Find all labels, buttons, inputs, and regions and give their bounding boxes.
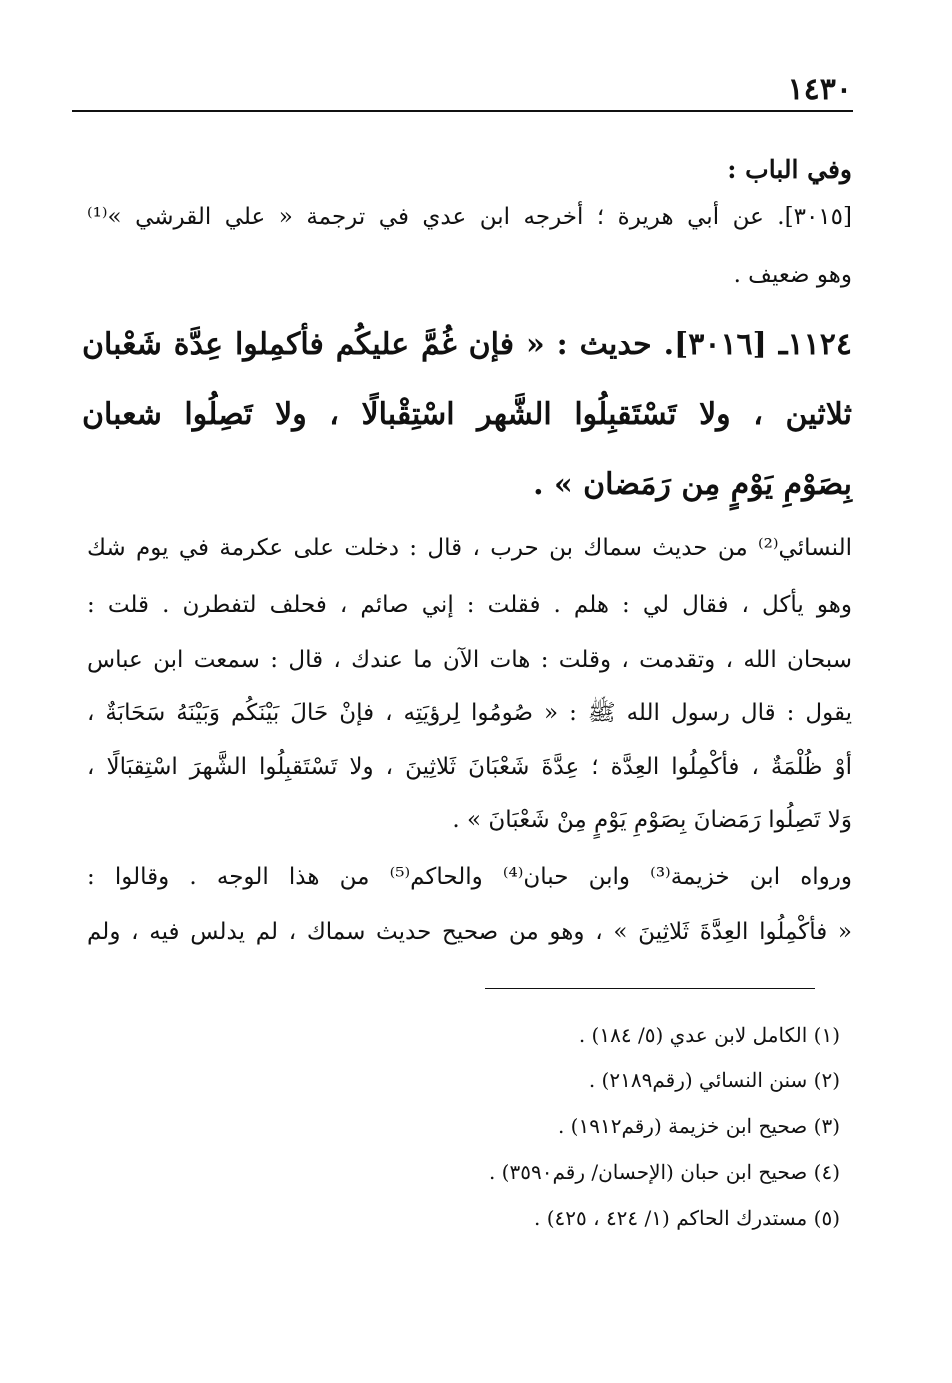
commentary-line-3: سبحان الله ، وتقدمت ، وقلت : هات الآن ما عندك ، قال : سمعت ابن عباس <box>87 647 852 673</box>
entry-3015-line-2: وهو ضعيف . <box>733 262 852 288</box>
commentary-line-4: يقول : قال رسول الله ﷺ : « صُومُوا لِرؤيَتِه ، فإنْ حَالَ بَيْنَكُم وَبَيْنَهُ سَحَابَةٌ ، <box>87 700 852 726</box>
hadith-1124-line-3: بِصَوْمِ يَوْمٍ مِن رَمَضان » . <box>533 467 852 502</box>
footnote-1: (١) الكامل لابن عدي (٥/ ١٨٤) . <box>578 1023 840 1047</box>
commentary-line-7: ورواه ابن خزيمة⁽³⁾ وابن حبان⁽⁴⁾ والحاكم⁽⁵⁾ من هذا الوجه . وقالوا : <box>87 864 852 890</box>
footnote-5: (٥) مستدرك الحاكم (١/ ٤٢٤ ، ٤٢٥) . <box>534 1206 840 1230</box>
footnote-2: (٢) سنن النسائي (رقم٢١٨٩) . <box>588 1068 840 1092</box>
header-rule <box>72 110 853 112</box>
commentary-line-2: وهو يأكل ، فقال لي : هلم . فقلت : إني صائم ، فحلف لتفطرن . قلت : <box>87 592 853 618</box>
commentary-line-6: وَلا تَصِلُوا رَمَضانَ بِصَوْمِ يَوْمٍ مِنْ شَعْبَانَ » . <box>452 807 852 833</box>
commentary-line-5: أوْ ظُلْمَةٌ ، فأكْمِلُوا العِدَّة ؛ عِدَّةَ شَعْبَانَ ثَلاثِينَ ، ولا تَسْتَقبِلُوا الشَّهرَ اسْتِقبَالًا ، <box>87 754 852 780</box>
footnote-3: (٣) صحيح ابن خزيمة (رقم١٩١٢) . <box>557 1114 840 1138</box>
footnote-rule <box>485 988 815 989</box>
hadith-1124-line-1: ١١٢٤ـ [٣٠١٦]. حديث : « فإن غُمَّ عليكُم فأكمِلوا عِدَّة شَعْبان <box>82 327 852 362</box>
hadith-1124-line-2: ثلاثين ، ولا تَسْتَقبِلُوا الشَّهر اسْتِقْبالًا ، ولا تَصِلُوا شعبان <box>82 397 852 432</box>
section-heading: وفي الباب : <box>727 155 852 184</box>
commentary-line-8: « فأكْمِلُوا العِدَّةَ ثَلاثِينَ » ، وهو من صحيح حديث سماك ، لم يدلس فيه ، ولم <box>87 919 852 945</box>
page-number: ١٤٣٠ <box>787 72 852 107</box>
entry-3015-line-1: [٣٠١٥]. عن أبي هريرة ؛ أخرجه ابن عدي في ترجمة « علي القرشي »⁽¹⁾ <box>87 204 852 230</box>
footnote-4: (٤) صحيح ابن حبان (الإحسان/ رقم٣٥٩٠) . <box>488 1160 840 1184</box>
commentary-line-1: النسائي⁽²⁾ من حديث سماك بن حرب ، قال : دخلت على عكرمة في يوم شك <box>87 535 852 561</box>
